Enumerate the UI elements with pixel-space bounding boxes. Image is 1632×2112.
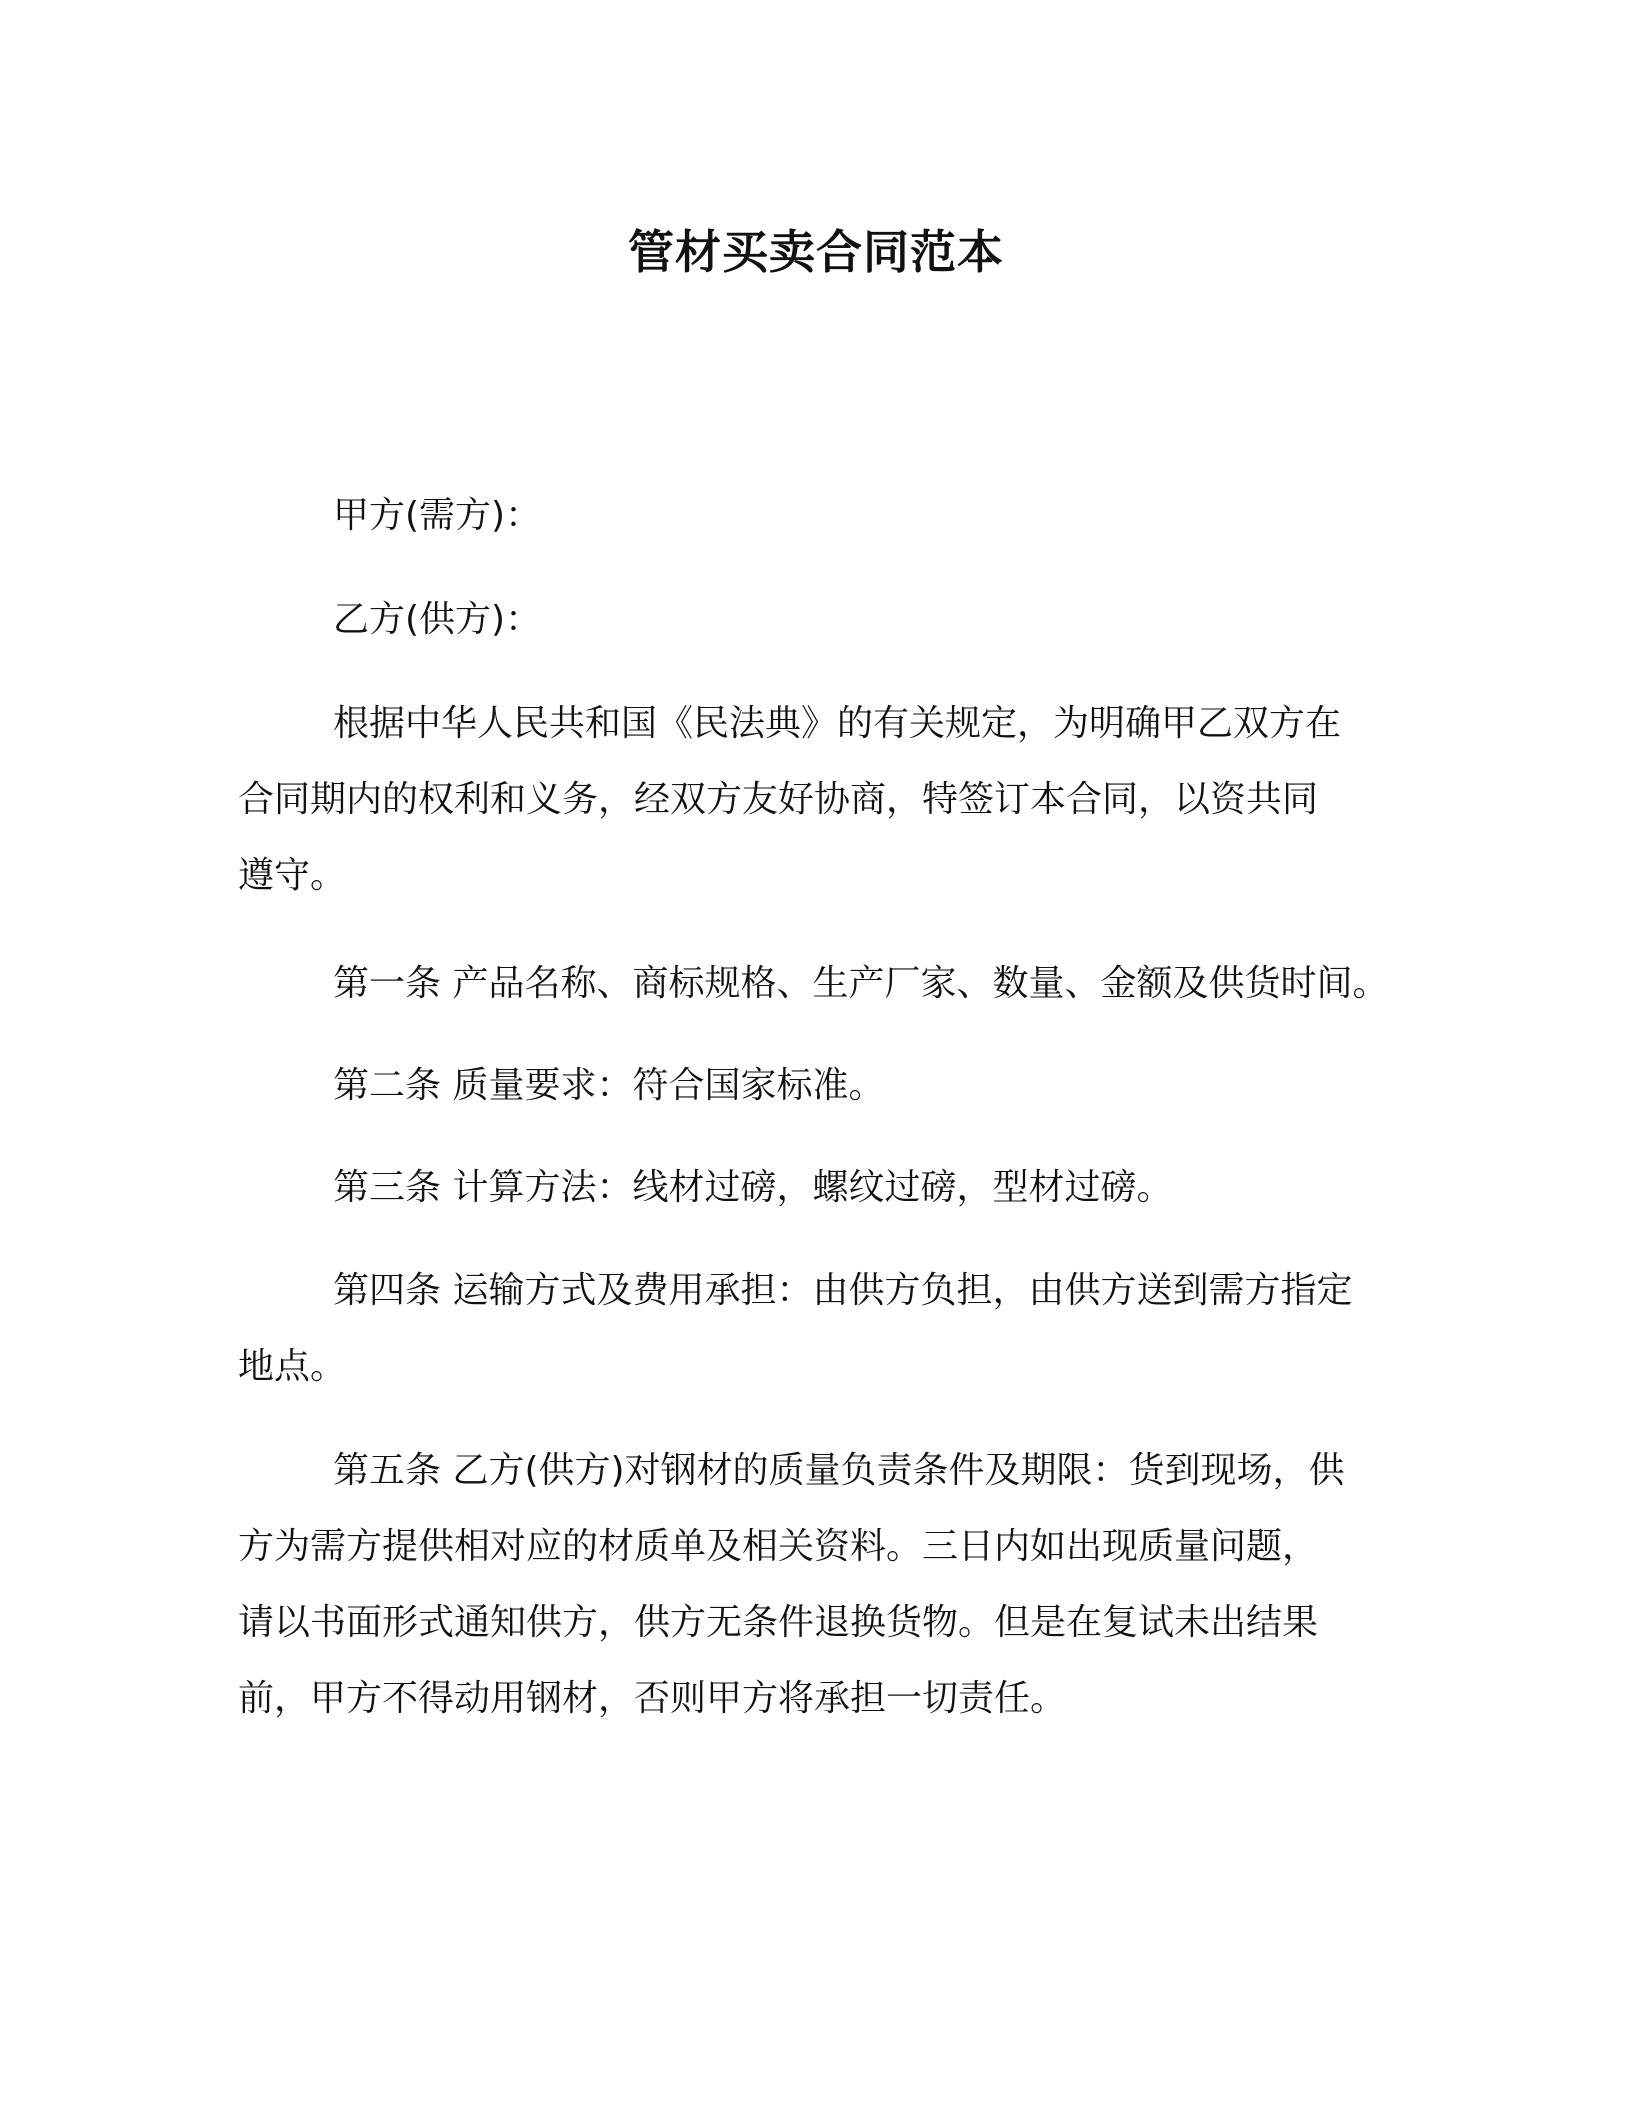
article-3: 第三条 计算方法：线材过磅，螺纹过磅，型材过磅。 — [333, 1167, 1173, 1208]
article-1: 第一条 产品名称、商标规格、生产厂家、数量、金额及供货时间。 — [333, 963, 1389, 1004]
party-a-label: 甲方(需方)： — [333, 495, 542, 536]
article-5-line-2: 方为需方提供相对应的材质单及相关资料。三日内如出现质量问题， — [238, 1526, 1319, 1567]
preamble-line-1: 根据中华人民共和国《民法典》的有关规定，为明确甲乙双方在 — [333, 703, 1342, 744]
article-5-line-4: 前，甲方不得动用钢材，否则甲方将承担一切责任。 — [238, 1678, 1067, 1719]
article-5-line-3: 请以书面形式通知供方，供方无条件退换货物。但是在复试未出结果 — [238, 1602, 1319, 1643]
article-4-line-2: 地点。 — [238, 1346, 347, 1387]
article-5-line-1: 第五条 乙方(供方)对钢材的质量负责条件及期限：货到现场，供 — [333, 1450, 1345, 1491]
party-b-label: 乙方(供方)： — [333, 599, 542, 640]
preamble-line-3: 遵守。 — [238, 855, 347, 896]
document-title: 管材买卖合同范本 — [628, 225, 1004, 279]
article-4-line-1: 第四条 运输方式及费用承担：由供方负担，由供方送到需方指定 — [333, 1270, 1353, 1311]
preamble-line-2: 合同期内的权利和义务，经双方友好协商，特签订本合同，以资共同 — [238, 779, 1319, 820]
article-2: 第二条 质量要求：符合国家标准。 — [333, 1065, 885, 1106]
